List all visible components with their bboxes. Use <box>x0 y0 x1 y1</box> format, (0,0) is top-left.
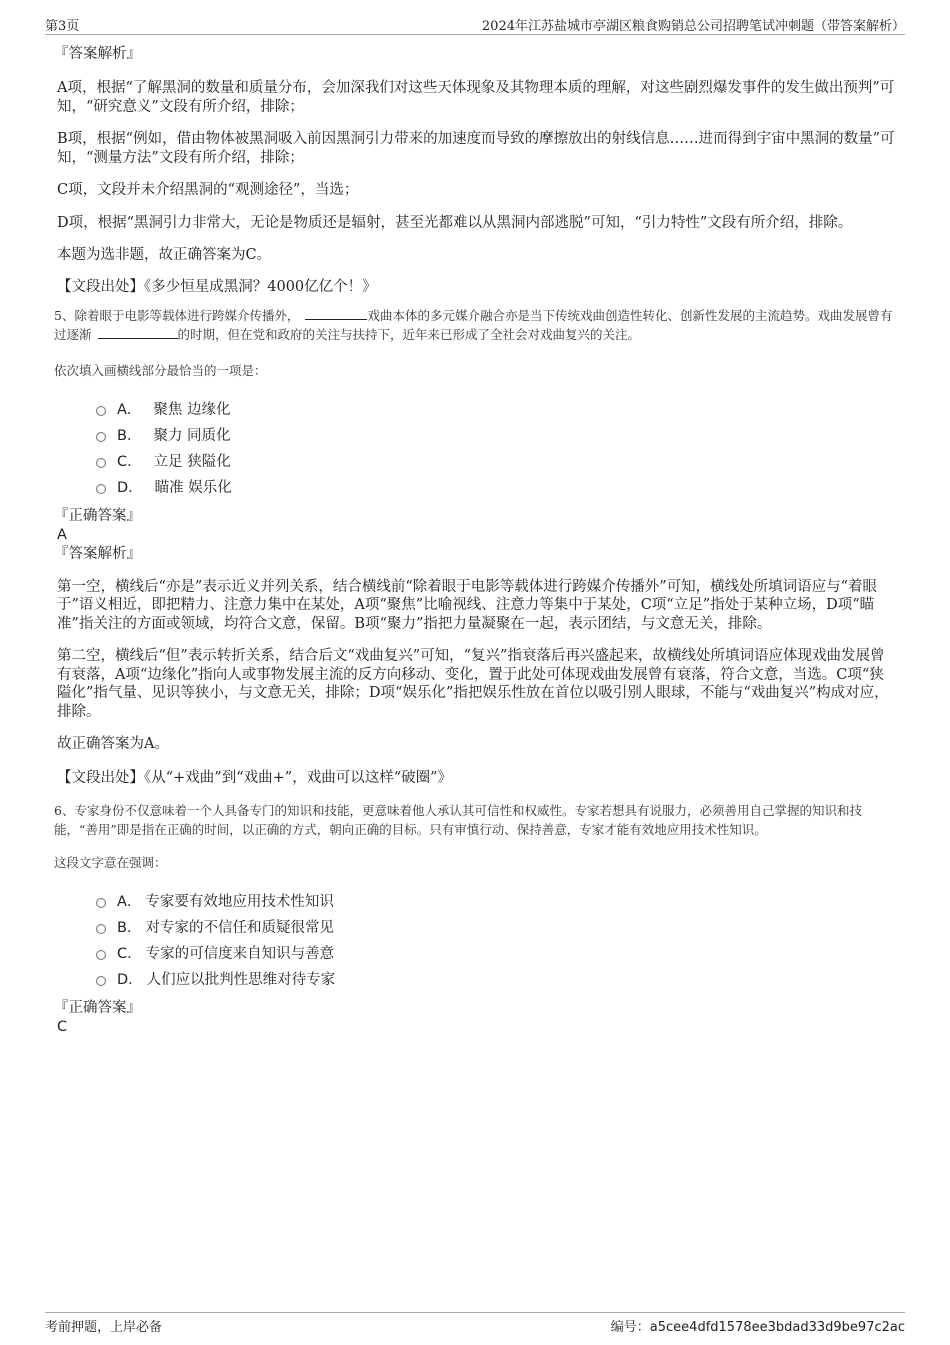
option-text: 立足 狭隘化 <box>153 454 231 470</box>
footer-code-value: a5cee4dfd1578ee3bdad33d9be97c2ac <box>649 1320 905 1335</box>
q4-source: 【文段出处】《多少恒星成黑洞？4000亿亿个！》 <box>57 278 377 295</box>
option-text: 专家的可信度来自知识与善意 <box>145 946 335 962</box>
q4-analysis-label: 『答案解析』 <box>54 46 141 62</box>
page-footer <box>45 1312 905 1337</box>
q6-ask: 这段文字意在强调： <box>54 854 167 870</box>
q5-answer: A <box>57 526 67 543</box>
q6-option-b[interactable] <box>96 914 897 940</box>
footer-code-label: 编号： <box>610 1320 650 1335</box>
option-key: B． <box>117 920 142 936</box>
q5-option-a[interactable] <box>96 396 897 422</box>
q6-option-c[interactable] <box>96 940 897 966</box>
page-number: 第3页 <box>45 19 80 34</box>
option-key: D． <box>117 972 143 988</box>
q5-analysis-blank1: 第一空，横线后“亦是”表示近义并列关系，结合横线前“除着眼于电影等载体进行跨媒介传播外”可知，横线处所填词语应与“着眼于”语义相近，即把精力、注意力集中在某处，A项“聚焦”比喻视线、注意力等集中于某处，C项“立足”指处于某种立场，D项“瞄准”指关注的方面或领域，均符合文意，保留。B项“聚力”指把力量凝聚在一起，表示团结，与文意无关，排除。 <box>57 578 878 632</box>
q5-stem <box>54 306 897 344</box>
footer-slogan: 考前押题，上岸必备 <box>45 1320 163 1335</box>
radio-icon[interactable] <box>96 976 106 986</box>
q5-blank-2 <box>98 325 178 339</box>
footer-code <box>611 1316 905 1335</box>
q6-option-d[interactable] <box>96 966 897 992</box>
page-header <box>45 12 905 35</box>
option-text: 瞄准 娱乐化 <box>154 480 232 496</box>
option-key: C． <box>117 454 142 470</box>
document-title: 2024年江苏盐城市亭湖区粮食购销总公司招聘笔试冲刺题（带答案解析） <box>481 19 905 34</box>
radio-icon[interactable] <box>96 950 106 960</box>
radio-icon[interactable] <box>96 458 106 468</box>
q5-analysis-blank2: 第二空，横线后“但”表示转折关系，结合后文“戏曲复兴”可知，“复兴”指衰落后再兴盛起来，故横线处所填词语应体现戏曲发展曾有衰落，A项“边缘化”指向人或事物发展主流的反方向移动、变化，置于此处可体现戏曲发展曾有衰落，符合文意，当选。C项“狭隘化”指气量、见识等狭小，与文意无关，排除；D项“娱乐化”指把娱乐性放在首位以吸引别人眼球，不能与“戏曲复兴”构成对应，排除。 <box>57 648 889 720</box>
radio-icon[interactable] <box>96 406 106 416</box>
q6-options <box>57 888 897 992</box>
q5-source: 【文段出处】《从“+戏曲”到“戏曲+”，戏曲可以这样“破圈”》 <box>57 769 453 786</box>
q5-option-b[interactable] <box>96 422 897 448</box>
option-text: 聚力 同质化 <box>153 428 231 444</box>
option-text: 专家要有效地应用技术性知识 <box>145 894 334 910</box>
q4-analysis-d: D项，根据“黑洞引力非常大，无论是物质还是辐射，甚至光都难以从黑洞内部逃脱”可知，“引力特性”文段有所介绍，排除。 <box>57 214 853 231</box>
q5-conclusion: 故正确答案为A。 <box>57 736 169 752</box>
option-text: 人们应以批判性思维对待专家 <box>146 972 336 988</box>
q6-stem: 6、专家身份不仅意味着一个人具备专门的知识和技能，更意味着他人承认其可信性和权威性。专家若想具有说服力，必须善用自己掌握的知识和技能，“善用”即是指在正确的时间，以正确的方式，朝向正确的目标。只有审慎行动、保持善意，专家才能有效地应用技术性知识。 <box>54 802 862 837</box>
q5-options <box>57 396 897 500</box>
q5-analysis-label: 『答案解析』 <box>54 545 141 562</box>
option-key: A． <box>117 402 142 418</box>
option-key: D． <box>117 480 143 496</box>
option-text: 聚焦 边缘化 <box>153 402 231 418</box>
radio-icon[interactable] <box>96 484 106 494</box>
q4-conclusion: 本题为选非题，故正确答案为C。 <box>57 247 272 263</box>
q5-ask: 依次填入画横线部分最恰当的一项是： <box>54 362 267 378</box>
q5-answer-label: 『正确答案』 <box>54 507 141 524</box>
radio-icon[interactable] <box>96 432 106 442</box>
page-content <box>54 44 897 1036</box>
q4-analysis-b: B项，根据“例如，借由物体被黑洞吸入前因黑洞引力带来的加速度而导致的摩擦放出的射线信息……进而得到宇宙中黑洞的数量”可知，“测量方法”文段有所介绍，排除； <box>57 131 895 166</box>
q5-stem-part1: 5、除着眼于电影等载体进行跨媒介传播外， <box>54 307 300 323</box>
q6-option-a[interactable] <box>96 888 897 914</box>
q4-analysis-c: C项，文段并未介绍黑洞的“观测途径”，当选； <box>57 182 359 198</box>
option-key: C． <box>117 946 142 962</box>
option-text: 对专家的不信任和质疑很常见 <box>145 920 334 936</box>
option-key: B． <box>117 428 142 444</box>
option-key: A． <box>117 894 142 910</box>
q6-answer: C <box>57 1018 68 1035</box>
radio-icon[interactable] <box>96 924 106 934</box>
radio-icon[interactable] <box>96 898 106 908</box>
q5-stem-part3: 的时期，但在党和政府的关注与扶持下，近年来已形成了全社会对戏曲复兴的关注。 <box>177 326 641 342</box>
q5-option-d[interactable] <box>96 474 897 500</box>
q5-blank-1 <box>305 306 367 320</box>
q4-analysis-a: A项，根据“了解黑洞的数量和质量分布，会加深我们对这些天体现象及其物理本质的理解，对这些剧烈爆发事件的发生做出预判”可知，“研究意义”文段有所介绍，排除； <box>57 80 895 115</box>
q5-stem-part2: 戏曲本体的多元媒介融合亦是当下传统戏曲创造性转化、创新性发展的主流趋势。戏曲发展曾有过逐渐 <box>54 307 893 342</box>
q6-answer-label: 『正确答案』 <box>54 999 141 1016</box>
q5-option-c[interactable] <box>96 448 897 474</box>
